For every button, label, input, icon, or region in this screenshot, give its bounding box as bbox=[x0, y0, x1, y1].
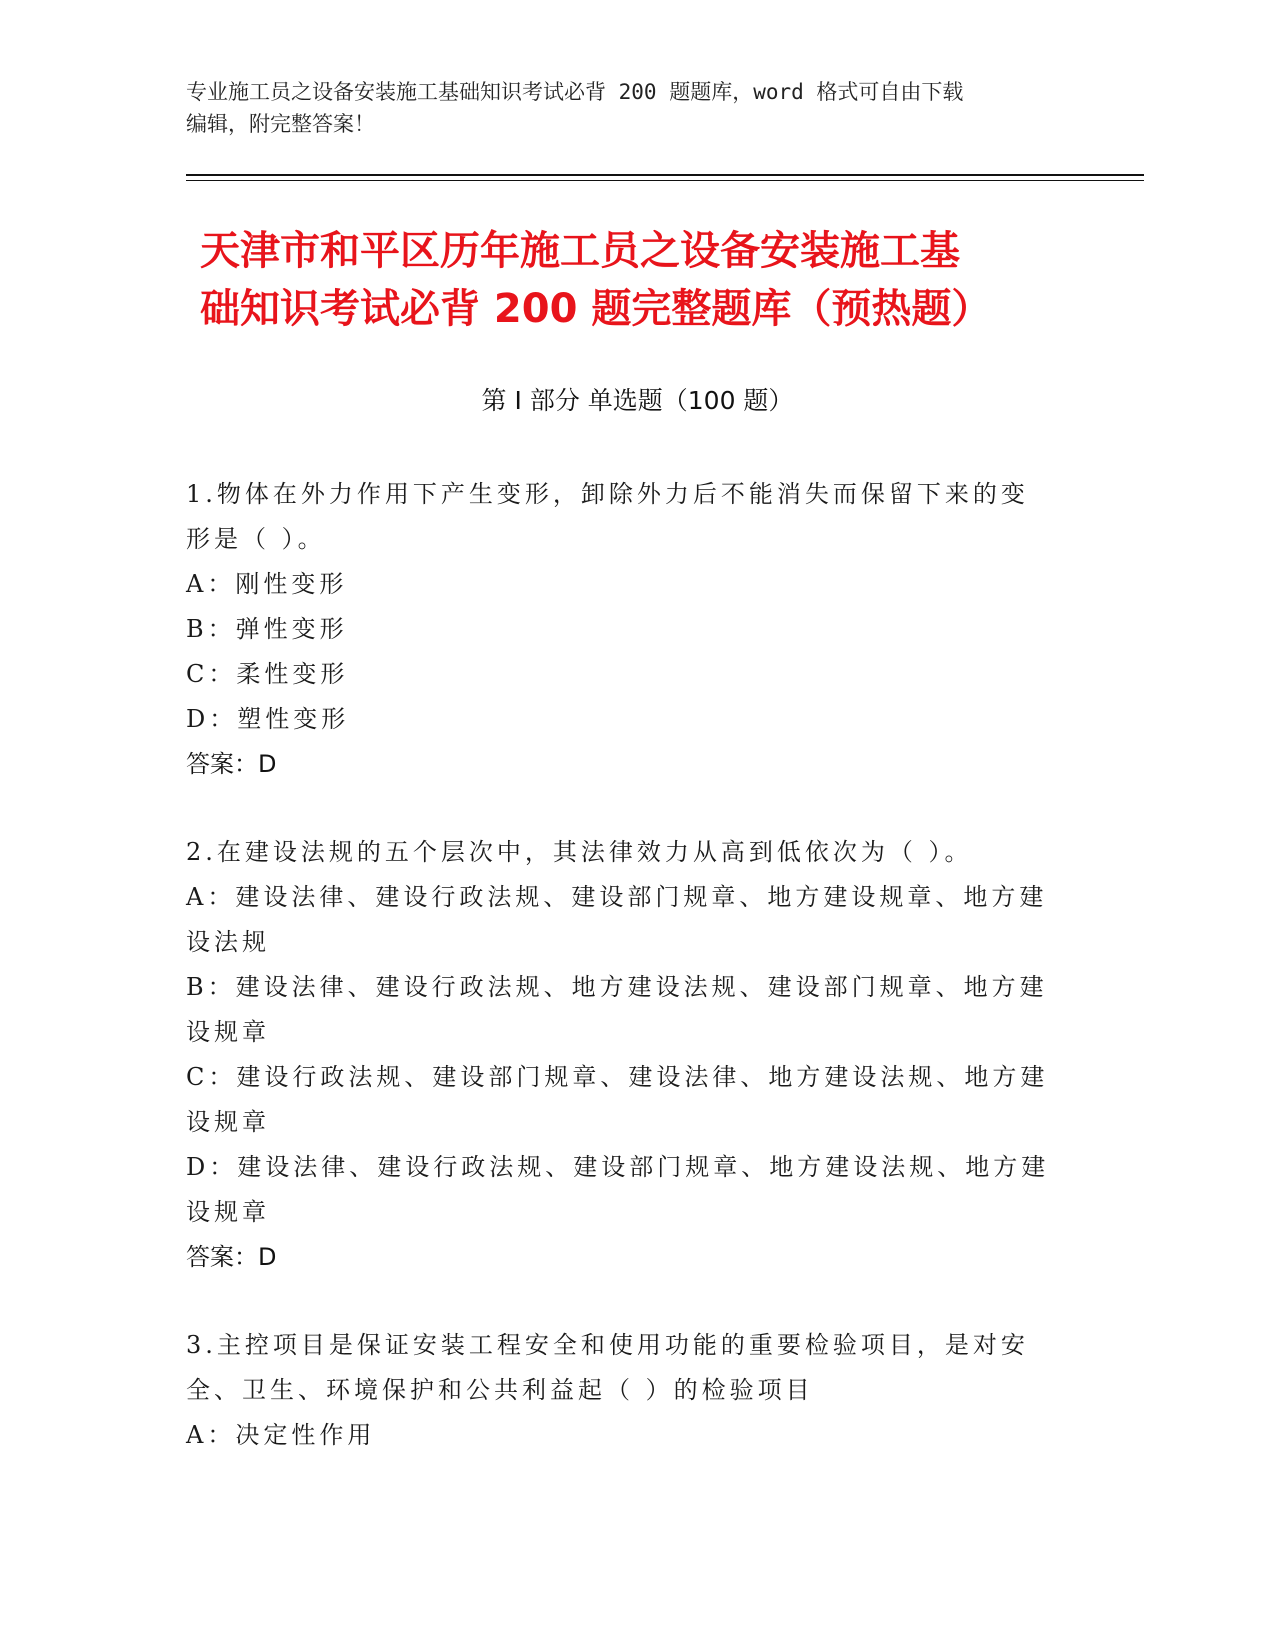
header-note-line-2: 编辑，附完整答案！ bbox=[186, 112, 375, 136]
option-d: D：塑性变形 bbox=[186, 705, 350, 733]
question-stem: 1.物体在外力作用下产生变形，卸除外力后不能消失而保留下来的变 bbox=[186, 480, 1029, 508]
option-a: A：建设法律、建设行政法规、建设部门规章、地方建设规章、地方建 bbox=[186, 883, 1048, 911]
question-spacer bbox=[186, 1280, 1066, 1323]
question-spacer bbox=[186, 787, 1066, 830]
question-stem: 2.在建设法规的五个层次中，其法律效力从高到低依次为（ ）。 bbox=[186, 838, 973, 866]
question-stem: 3.主控项目是保证安装工程安全和使用功能的重要检验项目，是对安 bbox=[186, 1331, 1029, 1359]
option-c: C：柔性变形 bbox=[186, 660, 349, 688]
option-a-continued: 设法规 bbox=[186, 928, 270, 956]
header-divider-thick bbox=[186, 174, 1144, 176]
header-note bbox=[186, 76, 1066, 140]
option-a: A：决定性作用 bbox=[186, 1421, 376, 1449]
option-b: B：建设法律、建设行政法规、地方建设法规、建设部门规章、地方建 bbox=[186, 973, 1048, 1001]
option-b: B：弹性变形 bbox=[186, 615, 348, 643]
answer-line: 答案：D bbox=[186, 1243, 277, 1271]
document-title bbox=[200, 222, 1080, 338]
option-a: A：刚性变形 bbox=[186, 570, 348, 598]
document-title-line-1: 天津市和平区历年施工员之设备安装施工基 bbox=[200, 228, 960, 274]
document-title-line-2: 础知识考试必背 200 题完整题库（预热题） bbox=[200, 286, 992, 332]
question-stem: 形是（ ）。 bbox=[186, 525, 326, 553]
option-d: D：建设法律、建设行政法规、建设部门规章、地方建设法规、地方建 bbox=[186, 1153, 1050, 1181]
section-heading: 第 I 部分 单选题（100 题） bbox=[481, 386, 794, 415]
question-3 bbox=[186, 1323, 1066, 1458]
option-d-continued: 设规章 bbox=[186, 1198, 270, 1226]
question-1 bbox=[186, 472, 1066, 787]
header-note-line-1: 专业施工员之设备安装施工基础知识考试必背 200 题题库，word 格式可自由下载 bbox=[186, 80, 964, 104]
question-list bbox=[186, 472, 1066, 1458]
header-divider-thin bbox=[186, 180, 1144, 181]
answer-line: 答案：D bbox=[186, 750, 277, 778]
option-b-continued: 设规章 bbox=[186, 1018, 270, 1046]
option-c: C：建设行政法规、建设部门规章、建设法律、地方建设法规、地方建 bbox=[186, 1063, 1049, 1091]
question-stem: 全、卫生、环境保护和公共利益起（ ）的检验项目 bbox=[186, 1376, 814, 1404]
option-c-continued: 设规章 bbox=[186, 1108, 270, 1136]
question-2 bbox=[186, 830, 1066, 1280]
